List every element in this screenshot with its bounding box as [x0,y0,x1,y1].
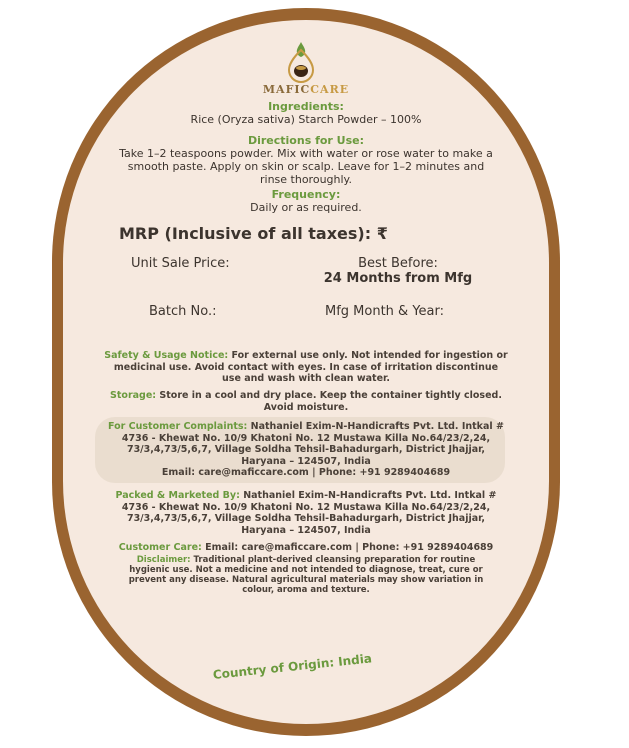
complaints-block [103,421,509,479]
frequency-text: Daily or as required. [250,201,362,214]
best-before-label: Best Before: [358,256,438,271]
batch-no-label: Batch No.: [149,304,217,319]
complaints-contact: Email: care@maficcare.com | Phone: +91 9289404689 [161,467,451,478]
packed-heading: Packed & Marketed By: [115,490,240,501]
directions-heading: Directions for Use: [247,134,365,147]
customer-care-text: Email: care@maficcare.com | Phone: +91 9289404689 [205,542,494,553]
disclaimer-block [119,555,493,595]
label-content [63,20,549,724]
safety-heading: Safety & Usage Notice: [104,350,229,361]
unit-sale-price-label: Unit Sale Price: [131,256,230,271]
customer-care-heading: Customer Care: [118,542,202,553]
best-before-value: 24 Months from Mfg [323,271,473,286]
complaints-heading: For Customer Complaints: [108,421,248,432]
storage-block [103,390,509,413]
best-before [313,256,483,286]
drop-leaf-icon [287,40,315,84]
packed-block [103,490,509,536]
ingredients-text: Rice (Oryza sativa) Starch Powder – 100% [190,113,422,126]
ingredients-heading: Ingredients: [268,100,344,113]
mfg-month-year-label: Mfg Month & Year: [325,304,444,319]
directions-block [119,134,493,186]
directions-text: Take 1–2 teaspoons powder. Mix with water or rose water to make a smooth paste. Apply on skin or scalp. Leave for 1–2 minutes and rinse thoroughly. [119,147,493,186]
storage-text: Store in a cool and dry place. Keep the container tightly closed. Avoid moisture. [159,390,502,413]
packed-text: Nathaniel Exim-N-Handicrafts Pvt. Ltd. Intkal # 4736 - Khewat No. 10/9 Khatoni No. 12 Mustawa Killa No.64/23/2,24, 73/3,4,73/5,6,7, Village Soldha Tehsil-Bahadurgarh, District Jhajjar, Haryana – 124507, India [121,490,497,536]
complaints-text: Nathaniel Exim-N-Handicrafts Pvt. Ltd. Intkal # 4736 - Khewat No. 10/9 Khatoni No. 12 Mustawa Killa No.64/23/2,24, 73/3,4,73/5,6,7, Village Soldha Tehsil-Bahadurgarh, District Jhajjar, Haryana – 124507, India [121,421,504,467]
frequency-block [103,188,509,214]
ingredients-block [103,100,509,126]
safety-text: For external use only. Not intended for ingestion or medicinal use. Avoid contact with eyes. In case of irritation discontinue use and wash with clean water. [113,350,508,384]
disclaimer-heading: Disclaimer: [136,555,191,565]
customer-care-block [103,542,509,554]
disclaimer-text: Traditional plant-derived cleansing preparation for routine hygienic use. Not a medicine and not intended to diagnose, treat, cure or prevent any disease. Natural agricultural materials may show variation in colour, aroma and texture. [128,555,484,595]
safety-block [103,350,509,385]
storage-heading: Storage: [110,390,157,401]
country-of-origin: Country of Origin: India [212,651,373,682]
frequency-heading: Frequency: [271,188,341,201]
mrp-line: MRP (Inclusive of all taxes): ₹ [119,224,388,243]
brand-name-part1: MAFIC [262,83,311,96]
brand-name-part2: CARE [310,83,350,96]
brand-name [63,83,549,96]
